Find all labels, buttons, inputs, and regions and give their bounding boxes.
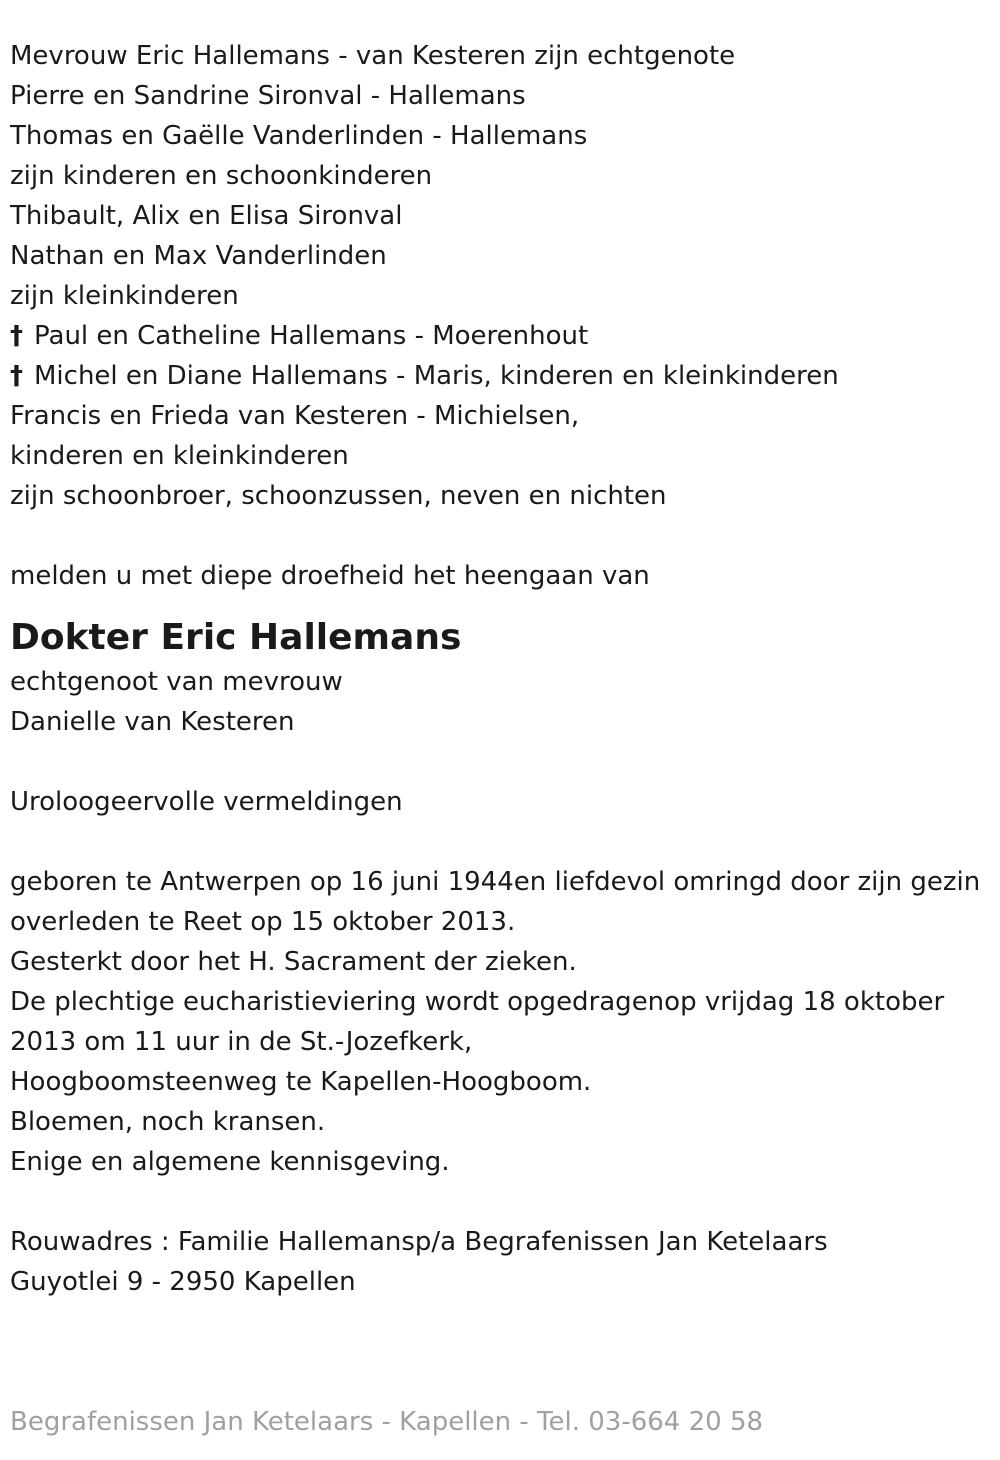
deceased-family-line xyxy=(10,316,985,356)
spouse-line: Danielle van Kesteren xyxy=(10,707,295,737)
deceased-family-line xyxy=(10,356,985,396)
address-line: Guyotlei 9 - 2950 Kapellen xyxy=(10,1267,356,1297)
mass-text: De plechtige eucharistieviering wordt opgedragenop vrijdag 18 oktober 2013 om 11 uur in de St.-Jozefkerk, xyxy=(10,987,945,1057)
death-text: overleden te Reet op 15 oktober 2013. xyxy=(10,907,516,937)
family-line: Pierre en Sandrine Sironval - Hallemans xyxy=(10,81,526,111)
spacer xyxy=(10,1182,985,1222)
spacer xyxy=(10,516,985,556)
family-line: kinderen en kleinkinderen xyxy=(10,441,349,471)
honors-text: Uroloogeervolle vermeldingen xyxy=(10,787,403,817)
birth-text: geboren te Antwerpen op 16 juni 1944en liefdevol omringd door zijn gezin xyxy=(10,867,981,897)
deceased-family-text: Paul en Catheline Hallemans - Moerenhout xyxy=(34,321,589,351)
cross-icon: † xyxy=(10,361,23,391)
family-line: Francis en Frieda van Kesteren - Michielsen, xyxy=(10,401,580,431)
family-line: Mevrouw Eric Hallemans - van Kesteren zijn echtgenote xyxy=(10,41,736,71)
cross-icon: † xyxy=(10,321,23,351)
announcement-text: melden u met diepe droefheid het heengaan van xyxy=(10,561,650,591)
family-line: zijn kinderen en schoonkinderen xyxy=(10,161,433,191)
sacrament-text: Gesterkt door het H. Sacrament der zieken. xyxy=(10,947,577,977)
obituary-document xyxy=(10,36,985,1302)
family-line: Nathan en Max Vanderlinden xyxy=(10,241,387,271)
spouse-line: echtgenoot van mevrouw xyxy=(10,667,343,697)
deceased-name: Dokter Eric Hallemans xyxy=(10,617,462,658)
family-line: Thibault, Alix en Elisa Sironval xyxy=(10,201,403,231)
deceased-family-text: Michel en Diane Hallemans - Maris, kinderen en kleinkinderen xyxy=(34,361,839,391)
family-line: zijn kleinkinderen xyxy=(10,281,239,311)
family-line: zijn schoonbroer, schoonzussen, neven en nichten xyxy=(10,481,667,511)
flowers-text: Bloemen, noch kransen. xyxy=(10,1107,326,1137)
address-line: Rouwadres : Familie Hallemansp/a Begrafenissen Jan Ketelaars xyxy=(10,1227,828,1257)
spacer xyxy=(10,742,985,782)
spacer xyxy=(10,822,985,862)
notice-text: Enige en algemene kennisgeving. xyxy=(10,1147,450,1177)
footer-text: Begrafenissen Jan Ketelaars - Kapellen - Tel. 03-664 20 58 xyxy=(10,1407,764,1437)
family-line: Thomas en Gaëlle Vanderlinden - Hallemans xyxy=(10,121,588,151)
location-text: Hoogboomsteenweg te Kapellen-Hoogboom. xyxy=(10,1067,592,1097)
